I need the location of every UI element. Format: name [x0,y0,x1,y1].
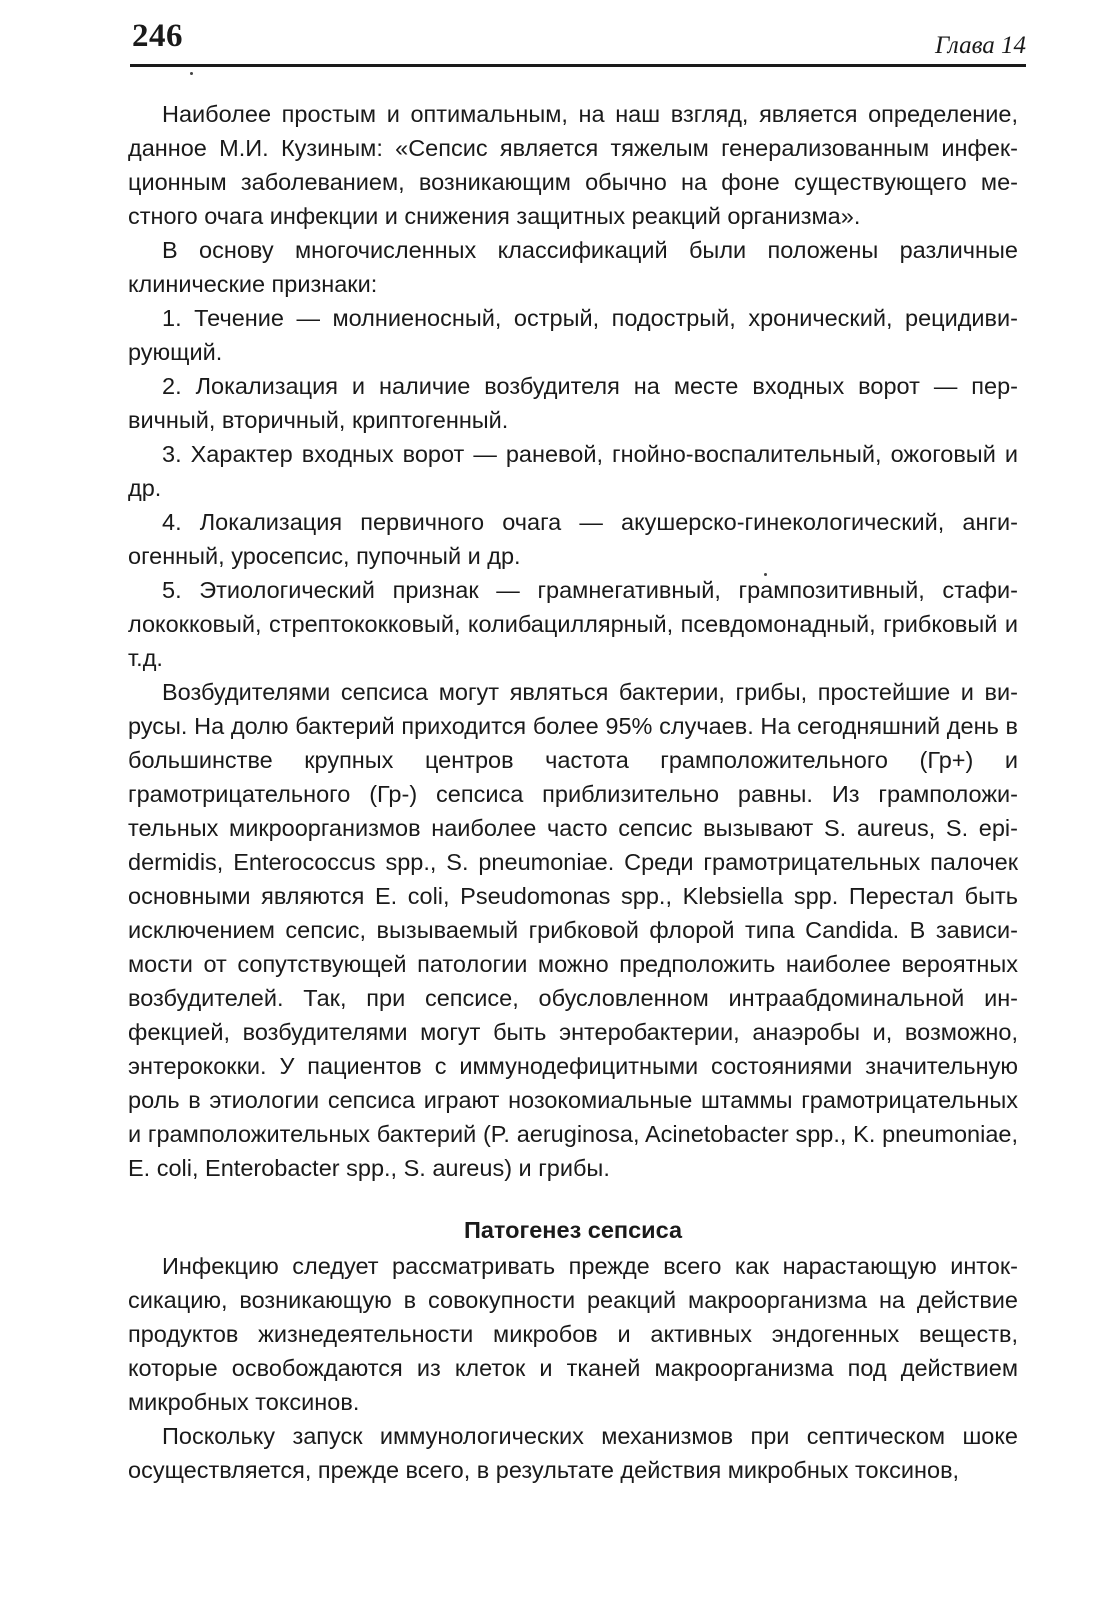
page-number: 246 [132,18,183,54]
paragraph-classification-intro: В основу многочисленных классификаций были положены различные клинические признаки: [128,237,1018,297]
scan-speck [190,72,193,75]
body-text [128,97,1018,1487]
list-item: 4. Локализация первичного очага — акушерско-гинекологический, ангиогенный, уросепсис, пупочный и др. [128,509,1018,569]
chapter-label: Глава 14 [934,32,1026,59]
scan-speck [764,573,767,576]
paragraph-pathogens: Возбудителями сепсиса могут являться бактерии, грибы, простейшие и вирусы. На долю бактерий приходится более 95% случаев. На сегодняшний день в большинстве крупных центров частота грамположительного (Гр+) и грамотрицательного (Гр-) сепсиса приблизительно равны. Из грамположительных микроорганизмов наиболее часто сепсис вызывают S. aureus, S. epidermidis, Enterococcus spp., S. pneumoniae. Среди грамотрицательных палочек основными являются E. coli, Pseudomonas spp., Klebsiella spp. Перестал быть исключением сепсис, вызываемый грибковой флорой типа Candida. В зависимости от сопутствующей патологии можно предположить наиболее вероятных возбудителей. Так, при сепсисе, обусловленном интраабдоминальной инфекцией, возбудителями могут быть энтеробактерии, анаэробы и, возможно, энтерококки. У пациентов с иммунодефицитными состояниями значительную роль в этиологии сепсиса играют нозокомиальные штаммы грамотрицательных и грамположительных бактерий (P. aeruginosa, Acinetobacter spp., K. pneumoniae, E. coli, Enterobacter spp., S. aureus) и грибы. [128,679,1018,1181]
paragraph-pathogenesis: Инфекцию следует рассматривать прежде всего как нарастающую интоксикацию, возникающую в совокупности реакций макроорганизма на действие продуктов жизнедеятельности микробов и активных эндогенных веществ, которые освобождаются из клеток и тканей макроорганизма под действием микробных токсинов. [128,1253,1018,1415]
running-head [130,14,1030,64]
list-item: 1. Течение — молниеносный, острый, подострый, хронический, рецидивирующий. [128,305,1018,365]
section-heading: Патогенез сепсиса [463,1217,683,1243]
list-item: 2. Локализация и наличие возбудителя на месте входных ворот — первичный, вторичный, криптогенный. [128,373,1018,433]
header-rule [130,64,1026,67]
list-item: 3. Характер входных ворот — раневой, гнойно-воспалительный, ожоговый и др. [128,441,1018,501]
paragraph-definition: Наиболее простым и оптимальным, на наш взгляд, является определение, данное М.И. Кузиным: «Сепсис является тяжелым генерализованным инфекционным заболеванием, возникающим обычно на фоне существующего местного очага инфекции и снижения защитных реакций организма». [128,101,1018,229]
list-item: 5. Этиологический признак — грамнегативный, грампозитивный, стафилококковый, стрептококковый, колибациллярный, псевдомонадный, грибковый и т.д. [128,577,1018,671]
paragraph-immunology: Поскольку запуск иммунологических механизмов при септическом шоке осуществляется, прежде всего, в результате действия микробных токсинов, [128,1423,1018,1483]
